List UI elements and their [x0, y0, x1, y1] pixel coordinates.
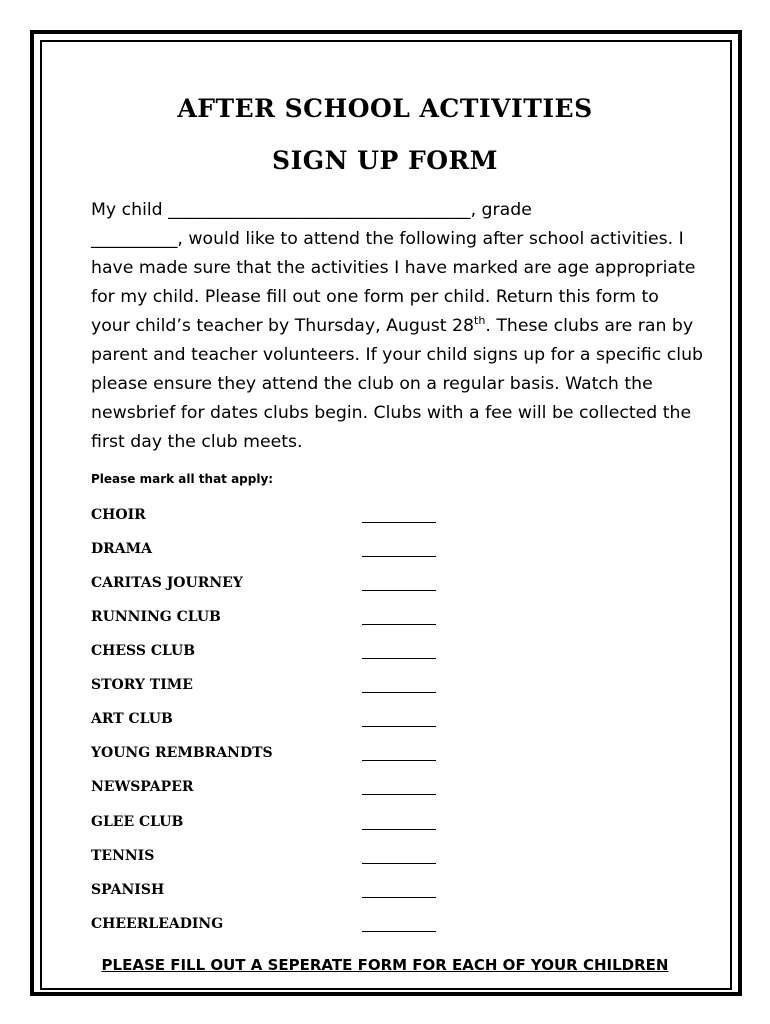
activity-row [91, 541, 451, 561]
footer-notice: PLEASE FILL OUT A SEPERATE FORM FOR EACH OF YOUR CHILDREN [101, 956, 669, 974]
activity-row [91, 745, 451, 765]
instructions-line: have made sure that the activities I have marked are age appropriate [91, 258, 696, 278]
activity-name: CARITAS JOURNEY [91, 575, 243, 591]
instructions-line: please ensure they attend the club on a regular basis. Watch the [91, 374, 653, 394]
activity-name: RUNNING CLUB [91, 609, 221, 625]
instructions-line: My child ___________________________________, grade [91, 200, 532, 220]
activity-name: TENNIS [91, 848, 155, 864]
activity-mark-blank[interactable] [362, 726, 436, 727]
activity-mark-blank[interactable] [362, 829, 436, 830]
activity-name: YOUNG REMBRANDTS [91, 745, 273, 761]
activity-name: CHESS CLUB [91, 643, 196, 659]
instructions-line: parent and teacher volunteers. If your child signs up for a specific club [91, 345, 703, 365]
instructions-line: first day the club meets. [91, 432, 303, 452]
activity-row [91, 779, 451, 799]
activity-name: CHEERLEADING [91, 916, 224, 932]
ordinal-suffix: th [474, 314, 486, 328]
activity-row [91, 575, 451, 595]
activity-name: ART CLUB [91, 711, 173, 727]
activity-mark-blank[interactable] [362, 590, 436, 591]
activity-row [91, 848, 451, 868]
activity-row [91, 677, 451, 697]
instructions-line: for my child. Please fill out one form per child. Return this form to [91, 287, 659, 307]
activity-row [91, 711, 451, 731]
instructions-line: newsbrief for dates clubs begin. Clubs with a fee will be collected the [91, 403, 692, 423]
activity-row [91, 882, 451, 902]
form-title: AFTER SCHOOL ACTIVITIES [177, 94, 593, 123]
activity-row [91, 643, 451, 663]
activity-mark-blank[interactable] [362, 931, 436, 932]
instructions-line: __________, would like to attend the following after school activities. I [91, 229, 684, 249]
activity-name: CHOIR [91, 507, 146, 523]
activity-mark-blank[interactable] [362, 624, 436, 625]
activity-name: NEWSPAPER [91, 779, 194, 795]
activity-mark-blank[interactable] [362, 897, 436, 898]
activity-mark-blank[interactable] [362, 863, 436, 864]
activity-mark-blank[interactable] [362, 658, 436, 659]
instructions-text: . These clubs are ran by [485, 316, 694, 336]
activity-name: DRAMA [91, 541, 152, 557]
instructions-line [91, 312, 701, 341]
activity-row [91, 814, 451, 834]
activity-mark-blank[interactable] [362, 522, 436, 523]
instructions-text: your child’s teacher by Thursday, August 28 [91, 316, 475, 336]
activity-mark-blank[interactable] [362, 760, 436, 761]
activity-name: STORY TIME [91, 677, 193, 693]
activity-row [91, 916, 451, 936]
activity-row [91, 507, 451, 527]
activity-mark-blank[interactable] [362, 692, 436, 693]
mark-all-label: Please mark all that apply: [91, 472, 274, 486]
activity-mark-blank[interactable] [362, 794, 436, 795]
activity-mark-blank[interactable] [362, 556, 436, 557]
form-subtitle: SIGN UP FORM [272, 146, 498, 175]
activity-row [91, 609, 451, 629]
activity-name: SPANISH [91, 882, 165, 898]
instructions-paragraph [91, 196, 701, 457]
activity-name: GLEE CLUB [91, 814, 184, 830]
